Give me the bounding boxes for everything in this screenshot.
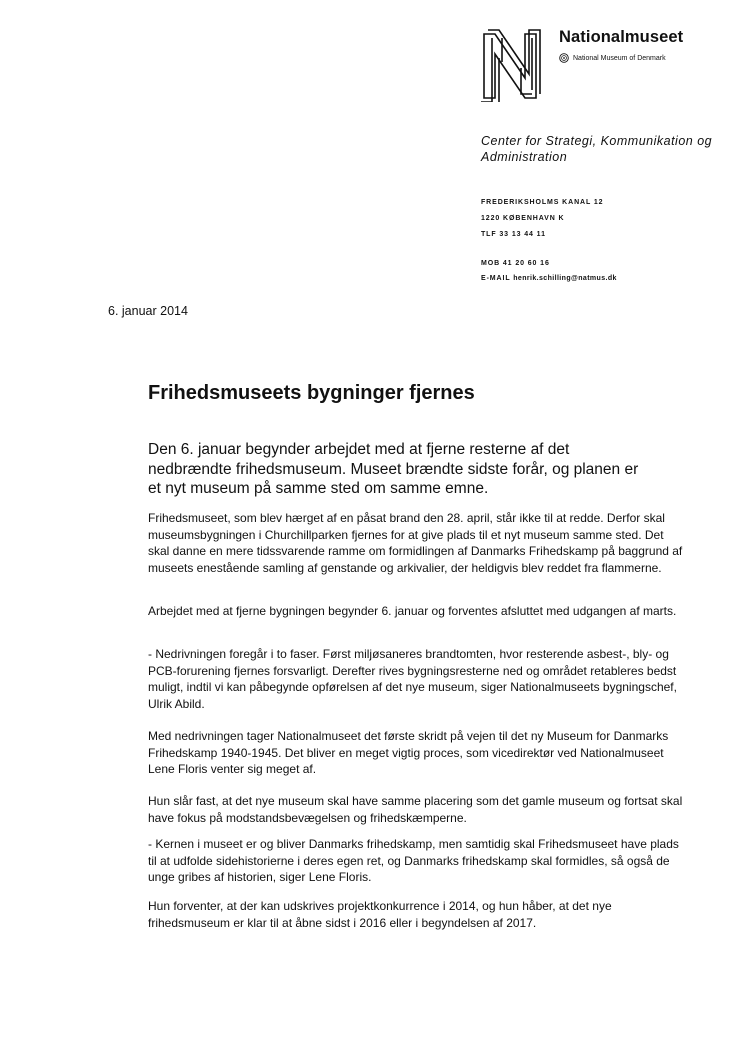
body-paragraph: - Nedrivningen foregår i to faser. Først miljøsaneres brandtomten, hvor resterende asbest-, bly- og PCB-forurening fjernes forsvarligt. Derefter rives bygningsresterne ned og området retableres bedst muligt, indtil vi kan påbegynde opførelsen af det nye museum, siger Nationalmuseets bygningschef, Ulrik Abild. bbox=[148, 647, 677, 711]
mobile-value: 41 20 60 16 bbox=[502, 260, 550, 267]
document-title: Frihedsmuseets bygninger fjernes bbox=[148, 382, 475, 404]
document-date: 6. januar 2014 bbox=[108, 304, 188, 318]
body-paragraph: Frihedsmuseet, som blev hærget af en påsat brand den 28. april, står ikke til at redde. Derfor skal museumsbygningen i Churchillparken fjernes for at give plads til et nyt museum samme sted. Det skal danne en mere tidssvarende ramme om formidlingen af Danmarks Frihedskamp på baggrund af museets enestående samling af genstande og arkivalier, der heldigvis blev reddet fra flammerne. bbox=[148, 511, 683, 575]
email-label: E-MAIL bbox=[481, 275, 511, 282]
department-name: Center for Strategi, Kommunikation og Administration bbox=[481, 134, 713, 164]
address-phone bbox=[481, 231, 546, 238]
brand-subtitle bbox=[559, 53, 666, 63]
phone-label: TLF bbox=[481, 231, 497, 238]
mobile-label: MOB bbox=[481, 260, 501, 267]
address-mobile bbox=[481, 260, 550, 267]
nationalmuseet-logo-icon bbox=[481, 28, 549, 102]
email-value[interactable]: henrik.schilling@natmus.dk bbox=[513, 275, 617, 282]
address-street: FREDERIKSHOLMS KANAL 12 bbox=[481, 199, 604, 206]
phone-value: 33 13 44 11 bbox=[499, 231, 546, 238]
crown-seal-icon bbox=[559, 53, 569, 63]
body-paragraph: Arbejdet med at fjerne bygningen begynder 6. januar og forventes afsluttet med udgangen af marts. bbox=[148, 604, 677, 618]
address-email bbox=[481, 275, 617, 282]
body-paragraph: Hun forventer, at der kan udskrives projektkonkurrence i 2014, og hun håber, at det nye frihedsmuseum er klar til at åbne sidst i 2016 eller i begyndelsen af 2017. bbox=[148, 899, 612, 930]
brand-name: Nationalmuseet bbox=[559, 28, 684, 46]
brand-subtitle-text: National Museum of Denmark bbox=[573, 54, 666, 62]
body-paragraph: Hun slår fast, at det nye museum skal have samme placering som det gamle museum og fortsat skal have fokus på modstandsbevægelsen og frihedskæmperne. bbox=[148, 794, 683, 825]
address-city: 1220 KØBENHAVN K bbox=[481, 215, 565, 222]
lead-paragraph: Den 6. januar begynder arbejdet med at fjerne resterne af det nedbrændte frihedsmuseum. Museet brændte sidste forår, og planen er et nyt museum på samme sted om samme emne. bbox=[148, 441, 639, 497]
body-paragraph: Med nedrivningen tager Nationalmuseet det første skridt på vejen til det ny Museum for Danmarks Frihedskamp 1940-1945. Det bliver en meget vigtig proces, som vicedirektør ved Nationalmuseet Lene Floris venter sig meget af. bbox=[148, 729, 669, 777]
body-paragraph: - Kernen i museet er og bliver Danmarks frihedskamp, men samtidig skal Frihedsmuseet have plads til at udfolde sidehistorierne i deres egen ret, og Danmarks frihedskamp skal formidles, så også de unge gribes af historien, siger Lene Floris. bbox=[148, 837, 679, 885]
